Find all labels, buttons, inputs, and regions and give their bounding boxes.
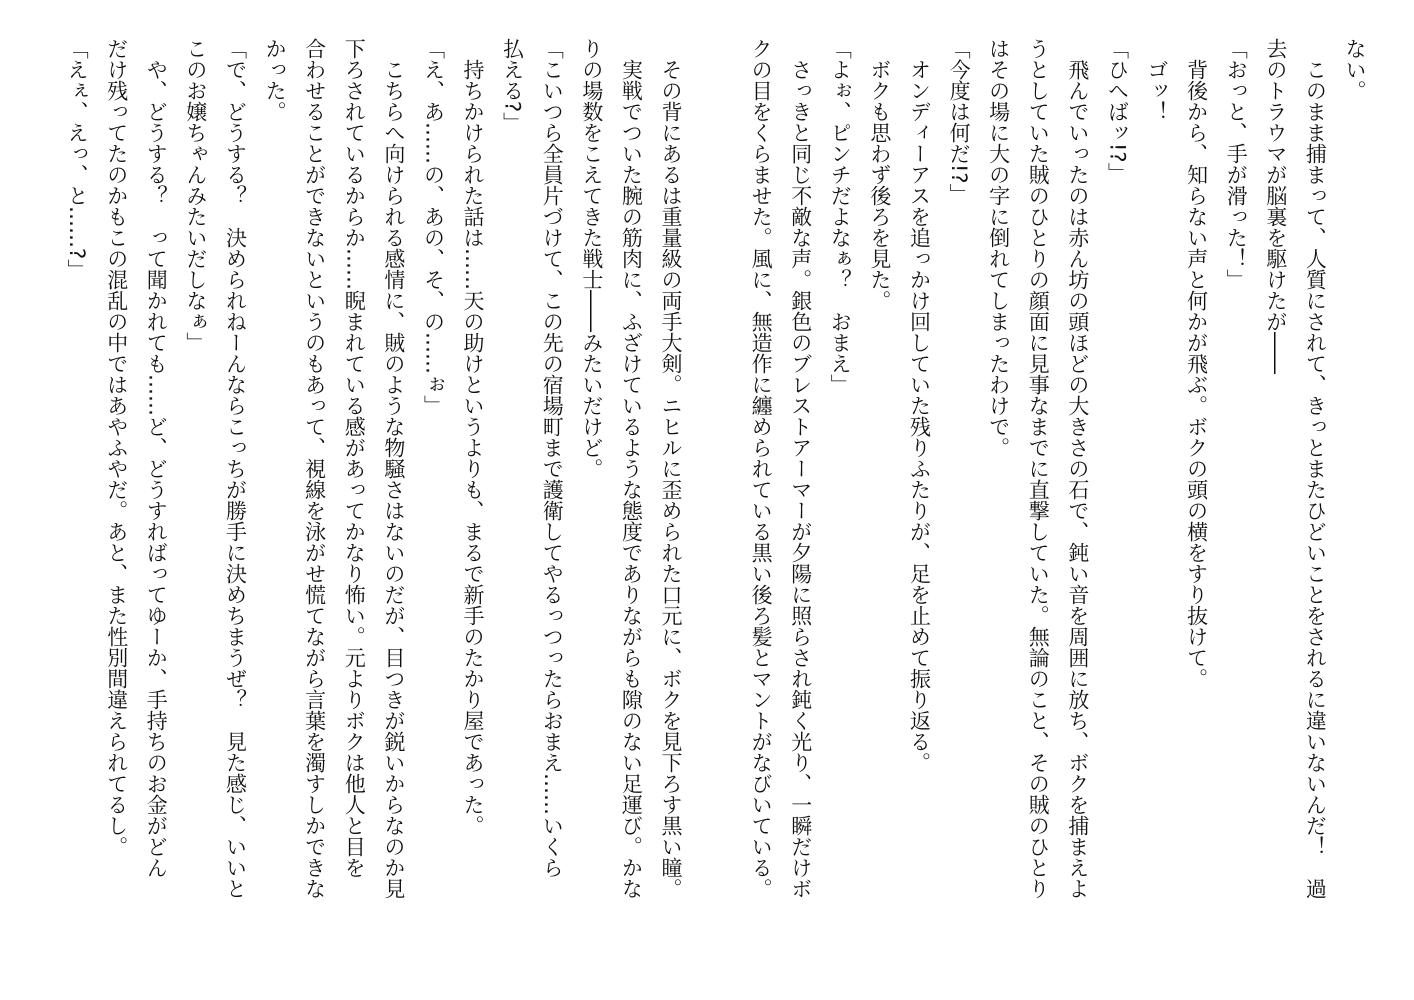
text-line: 「今度は何だ!?」 <box>947 38 972 205</box>
text-line: クの目をくらませた。風に、無造作に纏められている黒い後ろ髪とマントがなびいている。 <box>749 38 774 899</box>
text-line: 合わせることができないというのもあって、視線を泳がせ慌てながら言葉を濁すしかできな <box>302 38 327 899</box>
text-line: ゴッ！ <box>1145 38 1170 122</box>
text-line: ボクも思わず後ろを見た。 <box>867 38 892 311</box>
text-line: 「よぉ、ピンチだよなぁ？ おまえ」 <box>828 38 853 395</box>
text-line: や、どうする？ って聞かれても……ど、どうすればってゆーか、手持ちのお金がどん <box>144 38 169 878</box>
text-line: 「おっと、手が滑った！」 <box>1224 38 1249 290</box>
text-line: 実戦でついた腕の筋肉に、ふざけているような態度でありながらも隙のない足運び。かな <box>619 38 644 899</box>
text-line: 払える?」 <box>500 38 525 134</box>
text-line: ない。 <box>1343 38 1367 101</box>
text-line: さっきと同じ不敵な声。銀色のブレストアーマーが夕陽に照らされ鈍く光り、一瞬だけボ <box>788 38 813 899</box>
text-line: うとしていた賊のひとりの顔面に見事なまでに直撃していた。無論のこと、その賊のひとり <box>1026 38 1051 899</box>
right-page-text <box>741 38 1375 968</box>
text-line: このお嬢ちゃんみたいだしなぁ」 <box>183 38 208 353</box>
text-line: その背にあるは重量級の両手大剣。ニヒルに歪められた口元に、ボクを見下ろす黒い瞳。 <box>659 38 683 899</box>
text-line: こちらへ向けられる感情に、賊のような物騒さはないのだが、目つきが鋭いからなのか見 <box>381 38 406 899</box>
text-line: オンディーアスを追っかけ回していた残りふたりが、足を止めて振り返る。 <box>907 38 932 773</box>
text-line: 「で、どうする？ 決められねーんならこっちが勝手に決めちまうぜ？ 見た感じ、いいと <box>223 38 248 899</box>
text-line: 背後から、知らない声と何かが飛ぶ。ボクの頭の横をすり抜けて。 <box>1184 38 1209 689</box>
text-line: 去のトラウマが脳裏を駆けたが―― <box>1263 38 1288 374</box>
text-line: だけ残ってたのかもこの混乱の中ではあやふやだ。あと、また性別間違えられてるし。 <box>104 38 129 857</box>
text-line: 下ろされているからか……睨まれている感があってかなり怖い。元よりボクは他人と目を <box>342 38 367 878</box>
text-line: 「えぇ、えっ、と……?」 <box>65 38 90 281</box>
text-line: 「こいつら全員片づけて、この先の宿場町まで護衛してやるっつったらおまえ……いくら <box>540 38 565 878</box>
text-line: 飛んでいったのは赤ん坊の頭ほどの大きさの石で、鈍い音を周囲に放ち、ボクを捕まえよ <box>1065 38 1090 899</box>
text-line: 「ひへばッ!?」 <box>1105 38 1130 184</box>
text-line: 「え、あ……の、あの、そ、の……ぉ」 <box>421 38 446 416</box>
text-line: りの場数をこえてきた戦士――みたいだけど。 <box>579 38 604 479</box>
text-line: 持ちかけられた話は……天の助けというよりも、まるで新手のたかり屋であった。 <box>461 38 486 836</box>
left-page-text <box>57 38 691 968</box>
text-line: はその場に大の字に倒れてしまったわけで。 <box>986 38 1011 458</box>
text-line: かった。 <box>263 38 288 122</box>
text-line: このまま捕まって、人質にされて、きっとまたひどいことをされるに違いないんだ！ 過 <box>1303 38 1328 899</box>
